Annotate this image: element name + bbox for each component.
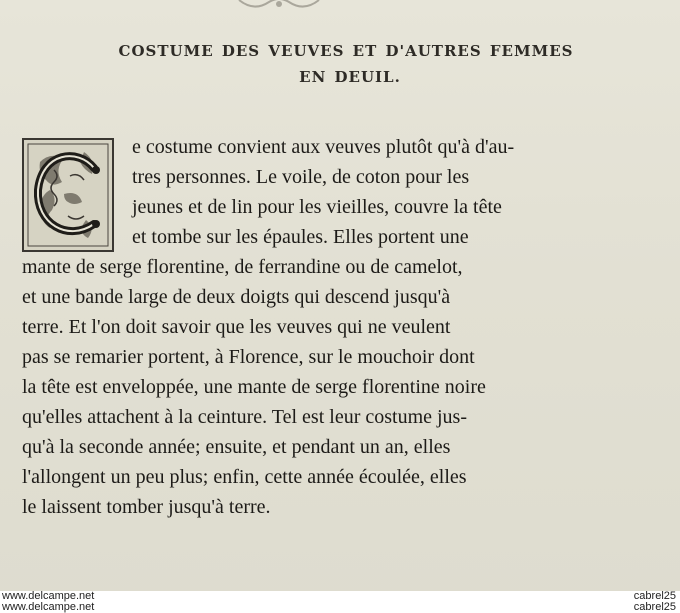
body-line: et une bande large de deux doigts qui descend jusqu'à — [22, 286, 451, 308]
body-line: l'allongent un peu plus; enfin, cette année écoulée, elles — [22, 466, 467, 488]
watermark-right — [634, 591, 676, 613]
title-line-1: COSTUME DES VEUVES ET D'AUTRES FEMMES — [118, 42, 574, 60]
watermark-seller: cabrel25 — [633, 590, 676, 602]
watermark-site: www.delcampe.net — [2, 590, 95, 602]
body-line: mante de serge florentine, de ferrandine ou de camelot, — [22, 256, 463, 278]
body-line: le laissent tomber jusqu'à terre. — [22, 496, 271, 518]
body-line: qu'à la seconde année; ensuite, et pendant un an, elles — [22, 436, 451, 458]
watermark-left — [2, 591, 94, 613]
article-title — [0, 38, 680, 90]
title-line-2: EN DEUIL. — [299, 68, 401, 86]
article-body — [22, 132, 662, 522]
body-line: e costume convient aux veuves plutôt qu'à d'au- — [132, 136, 515, 158]
watermark-seller: cabrel25 — [633, 601, 676, 613]
body-line: la tête est enveloppée, une mante de serge florentine noire — [22, 376, 486, 398]
watermark-bar — [0, 591, 680, 613]
body-line: jeunes et de lin pour les vieilles, couvre la tête — [132, 196, 502, 218]
ornament-icon — [234, 0, 324, 14]
body-line: pas se remarier portent, à Florence, sur le mouchoir dont — [22, 346, 475, 368]
body-line: qu'elles attachent à la ceinture. Tel est leur costume jus- — [22, 406, 467, 428]
watermark-site: www.delcampe.net — [2, 601, 95, 613]
body-line: tres personnes. Le voile, de coton pour les — [132, 166, 470, 188]
ornamental-letter-c-icon — [24, 140, 112, 250]
body-line: et tombe sur les épaules. Elles portent une — [132, 226, 469, 248]
decorative-initial-c — [22, 138, 114, 252]
body-line: terre. Et l'on doit savoir que les veuves qui ne veulent — [22, 316, 451, 338]
